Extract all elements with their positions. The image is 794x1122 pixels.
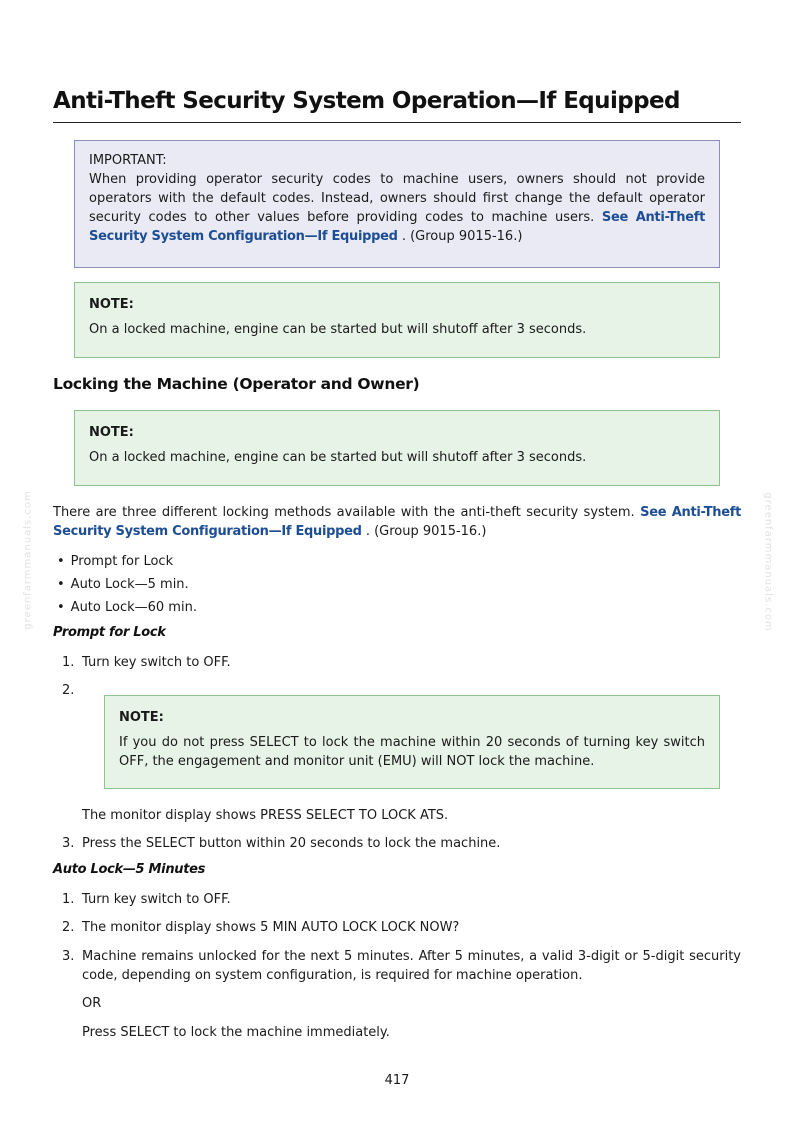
list-item: • Auto Lock—5 min. (57, 573, 197, 596)
page-number: 417 (384, 1073, 410, 1088)
step-number: 1. (62, 892, 75, 907)
important-text: When providing operator security codes to machine users, owners should not provide operators with the default codes. Instead, owners should first change the default operator security codes to other values before providing codes to machine users. (89, 172, 705, 225)
intro-text: There are three different locking methods available with the anti-theft security system. (53, 505, 635, 520)
section-title: Locking the Machine (Operator and Owner) (53, 375, 420, 393)
select-instruction: Press SELECT to lock the machine immediately. (82, 1025, 390, 1040)
note-text: If you do not press SELECT to lock the machine within 20 seconds of turning key switch OFF, the engagement and monitor unit (EMU) will NOT lock the machine. (119, 735, 705, 769)
important-label: IMPORTANT: (89, 153, 167, 168)
note-label: NOTE: (119, 710, 164, 725)
step-text: The monitor display shows 5 MIN AUTO LOCK LOCK NOW? (82, 920, 460, 935)
note-label: NOTE: (89, 425, 134, 440)
step-number: 1. (62, 655, 75, 670)
note-box-select (104, 695, 720, 789)
note-box (74, 282, 720, 358)
list-item: • Prompt for Lock (57, 550, 197, 573)
note-box-locking (74, 410, 720, 486)
note-label: NOTE: (89, 297, 134, 312)
intro-paragraph (53, 503, 741, 541)
step-number: 2. (62, 683, 75, 698)
important-ref: . (Group 9015-16.) (397, 229, 523, 244)
intro-ref: . (Group 9015-16.) (361, 524, 487, 539)
note-text: On a locked machine, engine can be started but will shutoff after 3 seconds. (89, 450, 587, 465)
watermark: greenfarmmanuals.com (22, 490, 34, 630)
list-item: • Auto Lock—60 min. (57, 596, 197, 619)
step-number: 3. (62, 949, 75, 964)
configuration-link[interactable]: See Anti-Theft Security System Configuration—If Equipped (53, 505, 742, 539)
auto-lock-5-heading: Auto Lock—5 Minutes (53, 862, 206, 877)
configuration-link[interactable]: See Anti-Theft Security System Configuration—If Equipped (89, 210, 705, 244)
or-text: OR (82, 996, 102, 1011)
watermark: greenfarmmanuals.com (762, 492, 774, 632)
prompt-for-lock-heading: Prompt for Lock (53, 625, 166, 640)
step-number: 2. (62, 920, 75, 935)
step-text: Machine remains unlocked for the next 5 minutes. After 5 minutes, a valid 3-digit or 5-digit security code, depending on system configuration, is required for machine operation. (82, 949, 741, 983)
step-text: Turn key switch to OFF. (82, 655, 231, 670)
step-text: Press the SELECT button within 20 seconds to lock the machine. (82, 836, 501, 851)
step-text: Turn key switch to OFF. (82, 892, 231, 907)
note-text: On a locked machine, engine can be started but will shutoff after 3 seconds. (89, 322, 587, 337)
display-message: The monitor display shows PRESS SELECT TO LOCK ATS. (82, 808, 449, 823)
important-box (74, 140, 720, 268)
page-title: Anti-Theft Security System Operation—If Equipped (53, 86, 741, 123)
locking-methods-list (57, 550, 197, 619)
important-body (89, 170, 705, 246)
step-number: 3. (62, 836, 75, 851)
